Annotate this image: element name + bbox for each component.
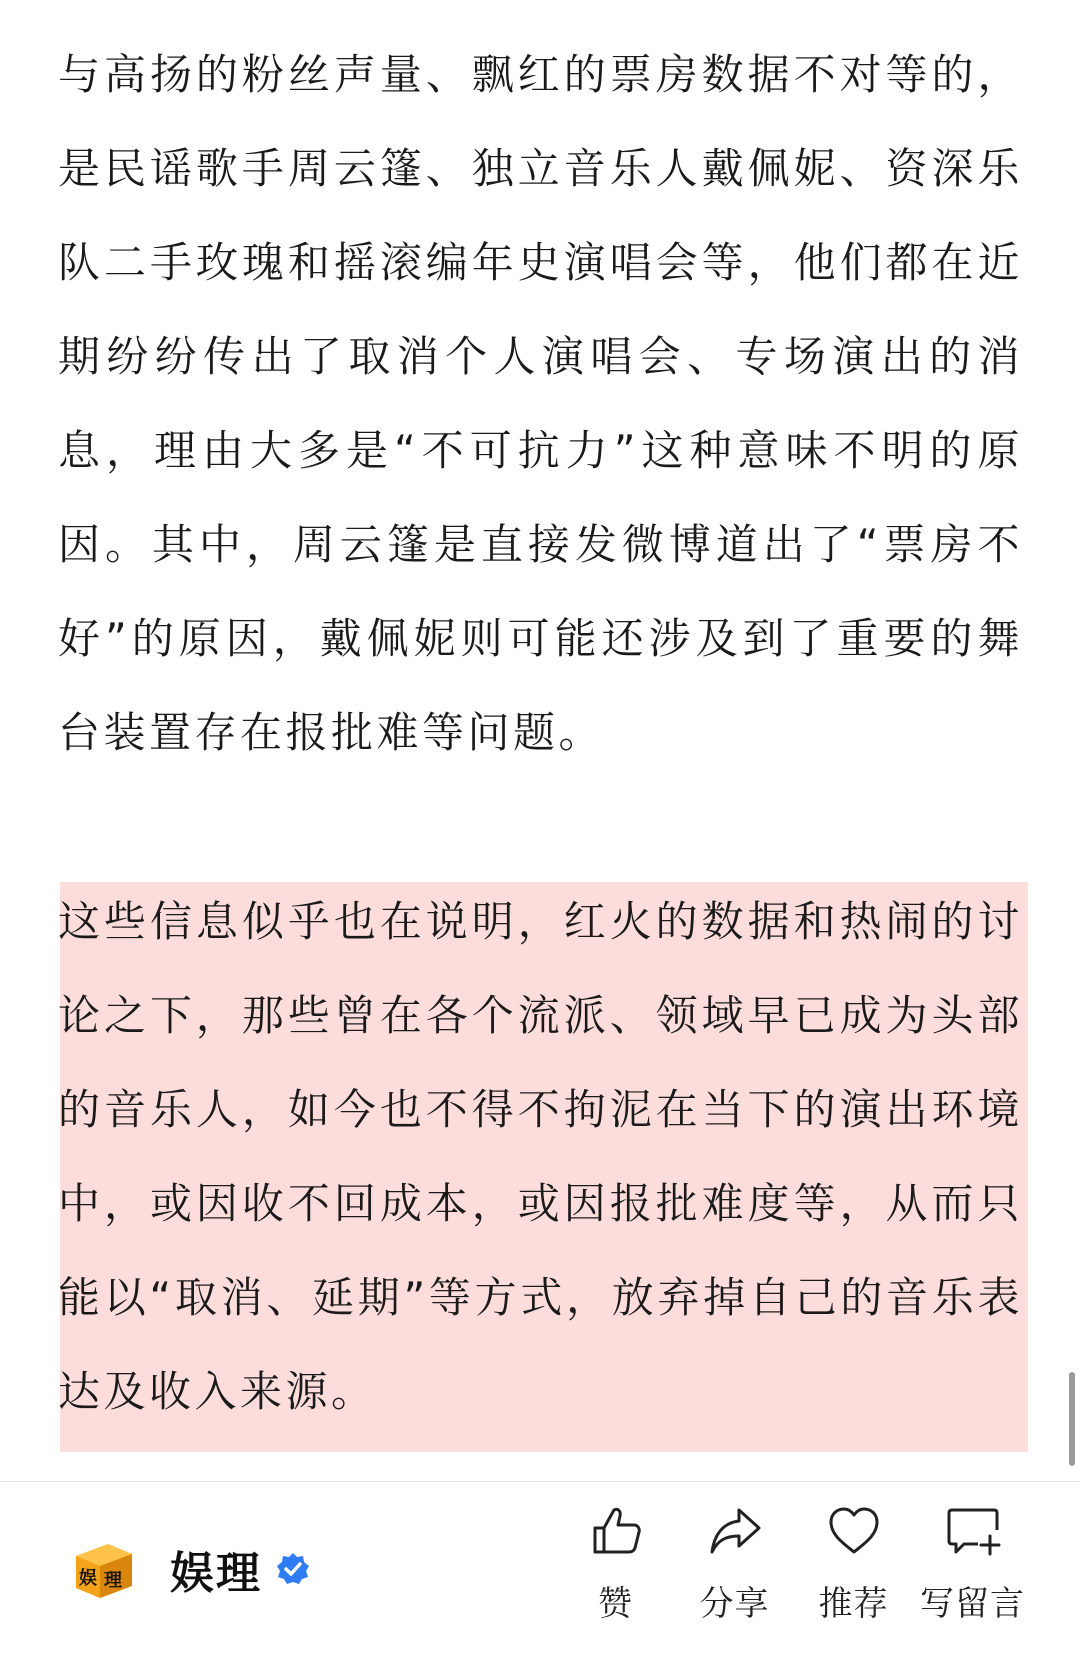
author-info[interactable] <box>68 1534 310 1604</box>
share-button[interactable] <box>675 1502 794 1625</box>
comment-add-icon <box>944 1502 1002 1560</box>
comment-label: 写留言 <box>920 1584 1025 1624</box>
recommend-label: 推荐 <box>818 1584 889 1624</box>
svg-text:娱: 娱 <box>79 1568 97 1588</box>
article-paragraph: 与高扬的粉丝声量、飘红的票房数据不对等的，是民谣歌手周云篷、独立音乐人戴佩妮、资深乐队二手玫瑰和摇滚编年史演唱会等，他们都在近期纷纷传出了取消个人演唱会、专场演出的消息，理由大多是“不可抗力”这种意味不明的原因。其中，周云篷是直接发微博道出了“票房不好”的原因，戴佩妮则可能还涉及到了重要的舞台装置存在报批难等问题。 <box>58 50 1023 757</box>
verified-check-icon <box>276 1552 310 1586</box>
article-paragraph-highlighted: 这些信息似乎也在说明，红火的数据和热闹的讨论之下，那些曾在各个流派、领域早已成为头部的音乐人，如今也不得不拘泥在当下的演出环境中，或因收不回成本，或因报批难度等，从而只能以“取消、延期”等方式，放弃掉自己的音乐表达及收入来源。 <box>58 897 1023 1416</box>
share-label: 分享 <box>699 1584 770 1624</box>
like-button[interactable] <box>556 1502 675 1625</box>
like-label: 赞 <box>598 1584 633 1624</box>
thumbs-up-icon <box>587 1502 645 1560</box>
author-logo[interactable] <box>68 1534 138 1604</box>
heart-icon <box>825 1502 883 1560</box>
share-arrow-icon <box>706 1502 764 1560</box>
scrollbar[interactable] <box>1069 1372 1075 1466</box>
comment-button[interactable] <box>913 1502 1032 1625</box>
action-group <box>556 1502 1032 1625</box>
recommend-button[interactable] <box>794 1502 913 1625</box>
author-name[interactable]: 娱理 <box>170 1548 262 1599</box>
bottom-action-bar <box>0 1482 1080 1668</box>
svg-text:理: 理 <box>104 1570 122 1590</box>
